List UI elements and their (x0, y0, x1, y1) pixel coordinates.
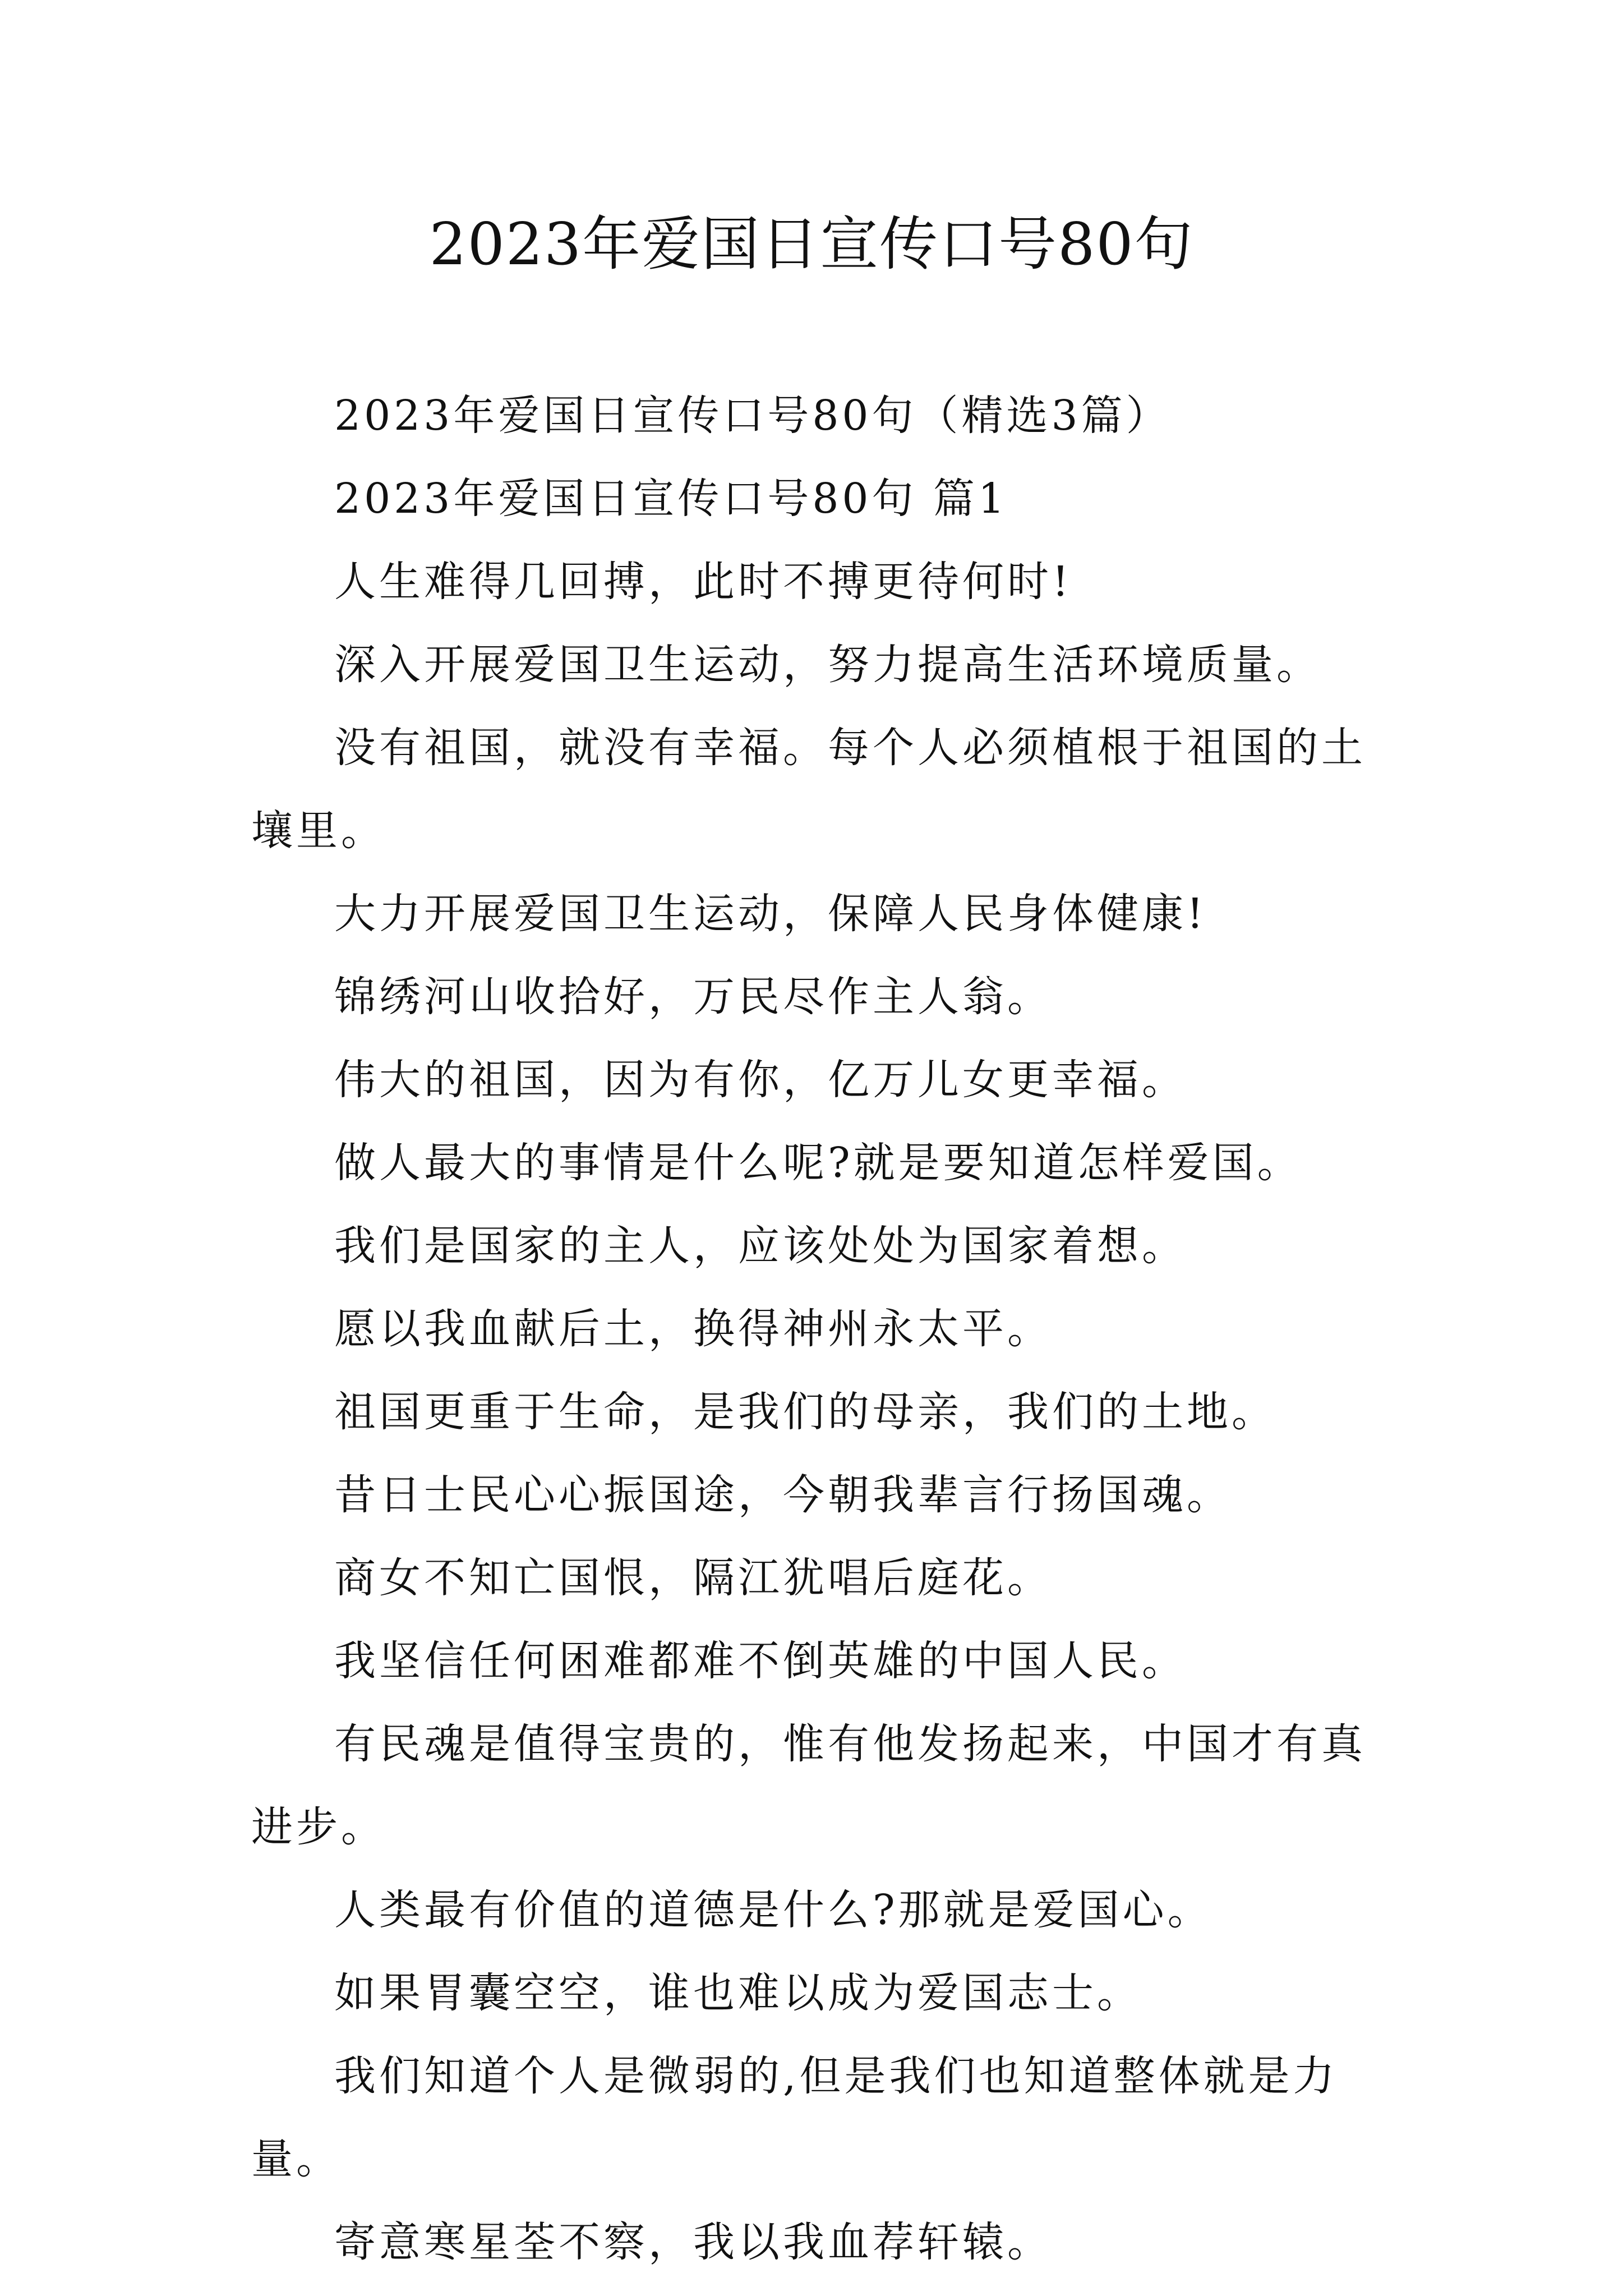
paragraph: 祖国更重于生命，是我们的母亲，我们的土地。 (334, 1388, 1276, 1436)
paragraph: 伟大的祖国，因为有你，亿万儿女更幸福。 (334, 1056, 1187, 1104)
paragraph: 有民魂是值得宝贵的，惟有他发扬起来，中国才有真进步。 (251, 1720, 1366, 1851)
paragraph: 锦绣河山收拾好，万民尽作主人翁。 (334, 973, 1052, 1021)
paragraph: 我们知道个人是微弱的,但是我们也知道整体就是力量。 (251, 2052, 1338, 2183)
paragraph: 2023年爱国日宣传口号80句 篇1 (334, 475, 1008, 523)
document-body (251, 374, 1390, 2284)
paragraph: 如果胃囊空空，谁也难以成为爱国志士。 (334, 1969, 1142, 2017)
paragraph: 人类最有价值的道德是什么?那就是爱国心。 (334, 1886, 1212, 1934)
paragraph: 做人最大的事情是什么呢?就是要知道怎样爱国。 (334, 1139, 1302, 1187)
paragraph: 人生难得几回搏，此时不搏更待何时! (334, 558, 1072, 606)
document-title: 2023年爱国日宣传口号80句 (429, 210, 1194, 278)
paragraph: 深入开展爱国卫生运动，努力提高生活环境质量。 (334, 641, 1321, 689)
paragraph: 商女不知亡国恨，隔江犹唱后庭花。 (334, 1554, 1052, 1602)
paragraph: 愿以我血献后土，换得神州永太平。 (334, 1305, 1052, 1353)
paragraph: 我坚信任何困难都难不倒英雄的中国人民。 (334, 1637, 1187, 1685)
paragraph: 没有祖国，就没有幸福。每个人必须植根于祖国的土壤里。 (251, 724, 1366, 855)
paragraph: 我们是国家的主人，应该处处为国家着想。 (334, 1222, 1187, 1270)
paragraph: 昔日士民心心振国途，今朝我辈言行扬国魂。 (334, 1471, 1232, 1519)
paragraph: 2023年爱国日宣传口号80句（精选3篇） (334, 392, 1171, 440)
paragraph: 寄意寒星荃不察，我以我血荐轩辕。 (334, 2218, 1052, 2266)
paragraph: 大力开展爱国卫生运动，保障人民身体健康! (334, 890, 1207, 938)
